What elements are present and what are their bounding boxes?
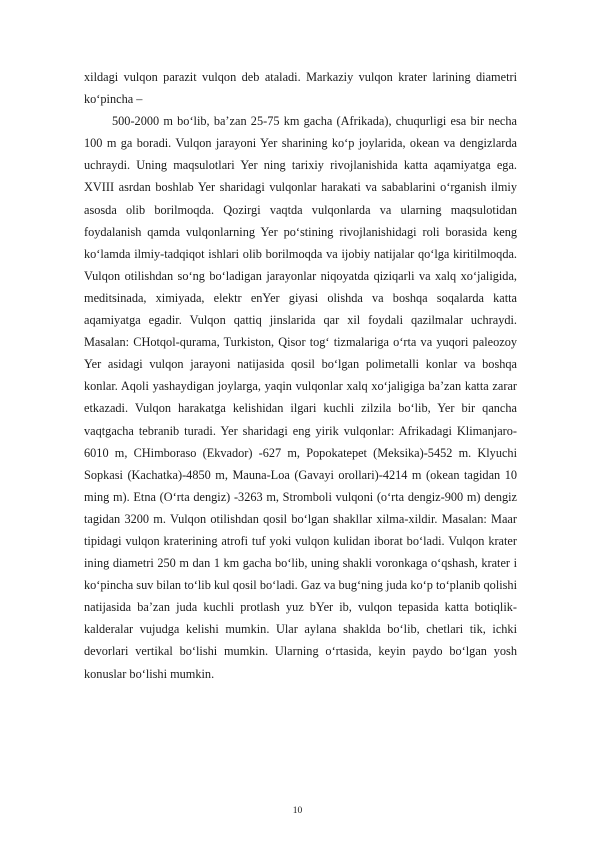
paragraph-main: 500-2000 m bo‘lib, ba’zan 25-75 km gacha (Afrikada), chuqurligi esa bir necha 100 m ga boradi. Vulqon jarayoni Yer sharining ko‘p joylarida, okean va dengizlarda uchraydi. Uning maqsulotlari Yer ning tarixiy rivojlanishida katta aqamiyatga ega. XVIII asrdan boshlab Yer sharidagi vulqonlar harakati va sabablarini o‘rganish ilmiy asosda olib borilmoqda. Qozirgi vaqtda vulqonlarda va ularning maqsulotidan foydalanish qamda vulqonlarning Yer po‘stining rivojlanishidagi roli borasida keng ko‘lamda ilmiy-tadqiqot ishlari olib borilmoqda va ijobiy natijalar qo‘lga kiritilmoqda. Vulqon otilishdan so‘ng bo‘ladigan jarayonlar niqoyatda qiziqarli va xalq xo‘jaligida, meditsinada, ximiyada, elektr enYer giyasi olishda va boshqa soqalarda katta aqamiyatga egadir. Vulqon qattiq jinslarida qar xil foydali qazilmalar uchraydi. Masalan: CHotqol-qurama, Turkiston, Qisor tog‘ tizmalariga o‘rta va yuqori paleozoy Yer asidagi vulqon jarayoni natijasida qosil bo‘lgan polimetalli konlar va boshqa konlar. Aqoli yashaydigan joylarga, yaqin vulqonlar xalq xo‘jaligiga ba’zan katta zarar etkazadi. Vulqon harakatga kelishidan ilgari kuchli zilzila bo‘lib, Yer bir qancha vaqtgacha tebranib turadi. Yer sharidagi eng yirik vulqonlar: Afrikadagi Klimanjaro-6010 m, CHimboraso (Ekvador) -627 m, Popokatepet (Meksika)-5452 m. Klyuchi Sopkasi (Kachatka)-4850 m, Mauna-Loa (Gavayi orollari)-4214 m (okean tagidan 10 ming m). Etna (O‘rta dengiz) -3263 m, Stromboli vulqoni (o‘rta dengiz-900 m) dengiz tagidan 3200 m. Vulqon otilishdan qosil bo‘lgan shakllar xilma-xildir. Masalan: Maar tipidagi vulqon kraterining atrofi tuf yoki vulqon kulidan iborat bo‘ladi. Vulqon krater ining diametri 250 m dan 1 km gacha bo‘lib, uning shakli voronkaga o‘qshash, krater i ko‘pincha suv bilan to‘lib kul qosil bo‘ladi. Gaz va bug‘ning juda ko‘p to‘planib qolishi natijasida ba’zan juda kuchli protlash yuz bYer ib, vulqon tepasida katta botiqlik-kalderalar vujudga kelishi mumkin. Ular aylana shaklda bo‘lib, chetlari tik, ichki devorlari vertikal bo‘lishi mumkin. Ularning o‘rtasida, keyin paydo bo‘lgan yosh konuslar bo‘lishi mumkin. [84, 114, 517, 681]
page-number: 10 [292, 806, 303, 816]
page-body [84, 66, 517, 685]
paragraph-continuation: xildagi vulqon parazit vulqon deb ataladi. Markaziy vulqon krater larining diametri ko‘pincha – [84, 70, 517, 107]
